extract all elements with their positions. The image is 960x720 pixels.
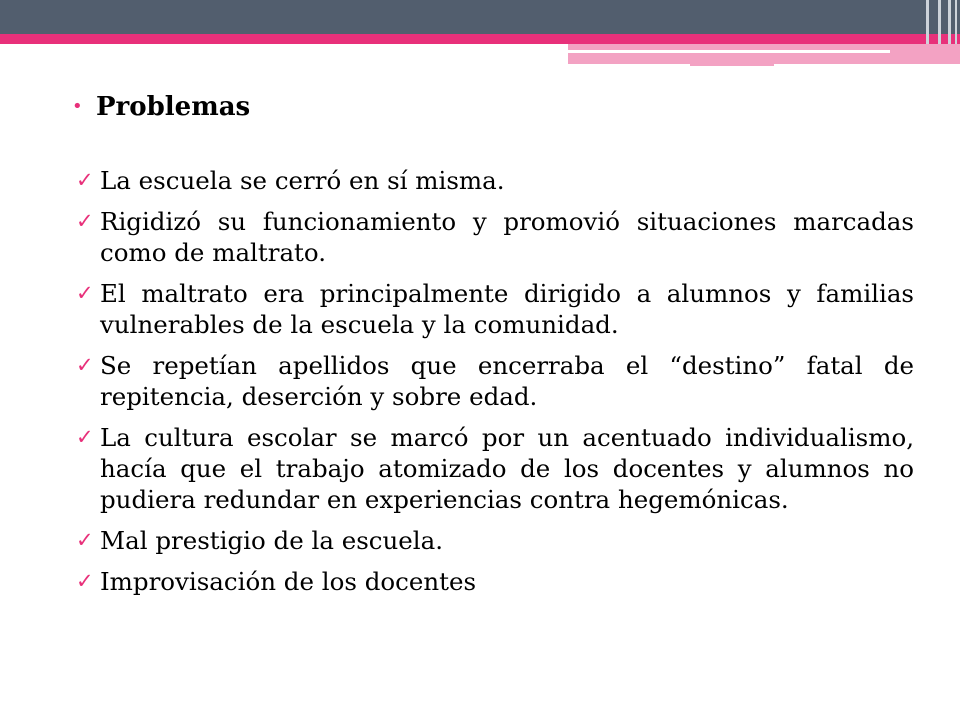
accent-block bbox=[568, 44, 960, 64]
checkmark-icon: ✓ bbox=[76, 569, 94, 593]
decorative-vertical-line bbox=[948, 0, 951, 44]
checkmark-icon: ✓ bbox=[76, 353, 94, 377]
list-item-text: Rigidizó su funcionamiento y promovió situaciones marcadas como de maltrato. bbox=[100, 207, 914, 267]
dot-icon: • bbox=[72, 96, 83, 117]
list-item bbox=[76, 278, 914, 340]
list-item bbox=[76, 422, 914, 515]
list-item-text: La escuela se cerró en sí misma. bbox=[100, 166, 505, 195]
list-item bbox=[76, 206, 914, 268]
list-item bbox=[76, 566, 914, 597]
checkmark-icon: ✓ bbox=[76, 168, 94, 192]
checkmark-icon: ✓ bbox=[76, 425, 94, 449]
decorative-vertical-line bbox=[955, 0, 957, 44]
list-item bbox=[76, 525, 914, 556]
decorative-line bbox=[690, 64, 774, 66]
accent-stripe bbox=[0, 34, 960, 44]
list-item bbox=[76, 350, 914, 412]
section-heading: Problemas bbox=[96, 92, 251, 122]
checkmark-icon: ✓ bbox=[76, 281, 94, 305]
list-item-text: Mal prestigio de la escuela. bbox=[100, 526, 444, 555]
heading-row bbox=[72, 90, 250, 124]
decorative-vertical-line bbox=[926, 0, 929, 44]
list-item-text: Improvisación de los docentes bbox=[100, 567, 477, 596]
list-item bbox=[76, 165, 914, 196]
list-item-text: La cultura escolar se marcó por un acentuado individualismo, hacía que el trabajo atomizado de los docentes y alumnos no pudiera redundar en experiencias contra hegemónicas. bbox=[100, 423, 914, 514]
problem-list bbox=[76, 165, 914, 607]
list-item-text: El maltrato era principalmente dirigido a alumnos y familias vulnerables de la escuela y la comunidad. bbox=[100, 279, 914, 339]
decorative-vertical-line bbox=[938, 0, 941, 44]
checkmark-icon: ✓ bbox=[76, 528, 94, 552]
list-item-text: Se repetían apellidos que encerraba el “destino” fatal de repitencia, deserción y sobre edad. bbox=[100, 351, 914, 411]
checkmark-icon: ✓ bbox=[76, 209, 94, 233]
header-bar bbox=[0, 0, 960, 34]
decorative-stripe bbox=[568, 50, 890, 53]
